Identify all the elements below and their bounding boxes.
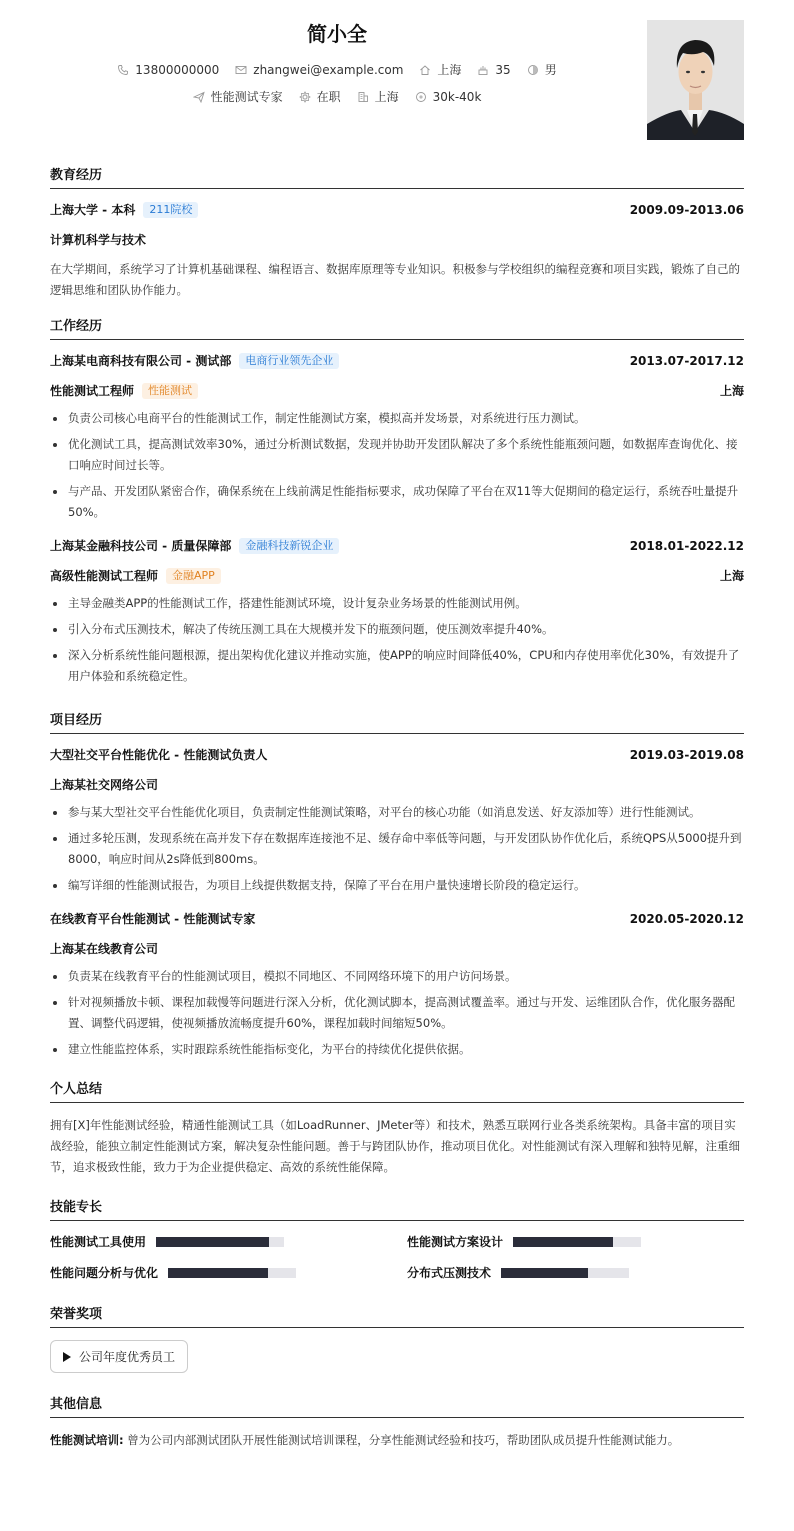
summary-section [50, 1078, 744, 1178]
education-description: 在大学期间，系统学习了计算机基础课程、编程语言、数据库原理等专业知识。积极参与学校组织的编程竞赛和项目实践，锻炼了自己的逻辑思维和团队协作能力。 [50, 262, 740, 297]
school-name: 上海大学 - 本科 [50, 203, 136, 217]
project-header [50, 746, 744, 764]
status-item [299, 88, 341, 105]
job-intent-row [50, 88, 624, 105]
age-text: 35 [495, 62, 511, 77]
work-role-row [50, 567, 744, 585]
other-description: 曾为公司内部测试团队开展性能测试培训课程，分享性能测试经验和技巧，帮助团队成员提升性能测试能力。 [127, 1433, 680, 1447]
projects-title: 项目经历 [50, 709, 744, 734]
email-item [235, 63, 403, 77]
project-bullets [50, 802, 744, 896]
school-tag: 211院校 [143, 202, 198, 218]
cake-icon [477, 64, 489, 76]
skill-level-fill [168, 1268, 268, 1278]
candidate-name: 简小全 [307, 22, 367, 46]
phone-item [117, 63, 219, 77]
salary-item [415, 90, 482, 104]
company-tag: 电商行业领先企业 [239, 353, 339, 369]
list-item: 通过多轮压测，发现系统在高并发下存在数据库连接池不足、缓存命中率低等问题，与开发团队协作优化后，系统QPS从5000提升到8000，响应时间从2s降低到800ms。 [50, 828, 744, 870]
status-text: 在职 [316, 90, 341, 104]
list-item: 负责某在线教育平台的性能测试项目，模拟不同地区、不同网络环境下的用户访问场景。 [50, 966, 744, 987]
position-item [193, 88, 283, 105]
work-city: 上海 [719, 569, 744, 583]
list-item: 与产品、开发团队紧密合作，确保系统在上线前满足性能指标要求，成功保障了平台在双11等大促期间的稳定运行，系统吞吐量提升50%。 [50, 481, 744, 523]
list-item: 优化测试工具，提高测试效率30%，通过分析测试数据，发现并协助开发团队解决了多个系统性能瓶颈问题，如数据库查询优化、接口响应时间过长等。 [50, 434, 744, 476]
skill-item [407, 1264, 744, 1281]
company-name: 上海某电商科技有限公司 - 测试部 [50, 354, 232, 368]
list-item: 针对视频播放卡顿、课程加载慢等问题进行深入分析，优化测试脚本，提高测试覆盖率。通过与开发、运维团队合作，优化服务器配置、调整代码逻辑，使视频播放流畅度提升60%，课程加载时间缩短50%。 [50, 992, 744, 1034]
building-icon [357, 91, 369, 103]
phone-text: 13800000000 [135, 62, 220, 77]
skill-level-bar [501, 1268, 629, 1278]
salary-text: 30k-40k [432, 89, 482, 104]
location-item [419, 61, 461, 78]
list-item: 参与某大型社交平台性能优化项目，负责制定性能测试策略，对平台的核心功能（如消息发送、好友添加等）进行性能测试。 [50, 802, 744, 823]
role-name: 性能测试工程师 [50, 384, 135, 398]
skill-name: 性能问题分析与优化 [50, 1266, 159, 1280]
other-section [50, 1393, 744, 1450]
other-text [50, 1430, 744, 1450]
profile-photo [647, 20, 744, 140]
contact-row [50, 61, 624, 78]
play-icon [63, 1352, 71, 1362]
coin-icon [415, 91, 427, 103]
gender-item [527, 61, 557, 78]
work-period: 2018.01-2022.12 [629, 539, 744, 553]
work-company-row [50, 537, 744, 555]
send-icon [193, 91, 205, 103]
project-bullets [50, 966, 744, 1060]
phone-icon [117, 64, 129, 76]
education-title: 教育经历 [50, 164, 744, 189]
role-tag: 性能测试 [142, 383, 198, 399]
work-title: 工作经历 [50, 315, 744, 340]
position-text: 性能测试专家 [210, 90, 283, 104]
project-period: 2020.05-2020.12 [629, 912, 744, 926]
other-label: 性能测试培训: [50, 1433, 124, 1447]
project-org: 上海某在线教育公司 [50, 942, 159, 956]
skill-name: 性能测试工具使用 [50, 1235, 147, 1249]
honors-title: 荣誉奖项 [50, 1303, 744, 1328]
location-text: 上海 [437, 63, 462, 77]
work-section [50, 315, 744, 687]
project-header [50, 910, 744, 928]
work-period: 2013.07-2017.12 [629, 354, 744, 368]
project-org: 上海某社交网络公司 [50, 778, 159, 792]
work-company-row [50, 352, 744, 370]
work-bullets [50, 408, 744, 523]
honor-text: 公司年度优秀员工 [79, 1350, 176, 1364]
target-city-text: 上海 [374, 90, 399, 104]
company-name: 上海某金融科技公司 - 质量保障部 [50, 539, 232, 553]
role-name: 高级性能测试工程师 [50, 569, 159, 583]
project-name: 大型社交平台性能优化 - 性能测试负责人 [50, 748, 268, 762]
resume-header [50, 0, 744, 150]
other-title: 其他信息 [50, 1393, 744, 1418]
target-city-item [357, 88, 399, 105]
honors-section [50, 1303, 744, 1373]
major-name: 计算机科学与技术 [50, 233, 147, 247]
list-item: 负责公司核心电商平台的性能测试工作，制定性能测试方案，模拟高并发场景，对系统进行压力测试。 [50, 408, 744, 429]
role-tag: 金融APP [166, 568, 221, 584]
work-city: 上海 [719, 384, 744, 398]
skill-level-bar [513, 1237, 641, 1247]
skill-item [407, 1233, 744, 1250]
skill-level-fill [513, 1237, 613, 1247]
skill-name: 分布式压测技术 [407, 1266, 492, 1280]
skills-title: 技能专长 [50, 1196, 744, 1221]
work-bullets [50, 593, 744, 687]
list-item: 深入分析系统性能问题根源，提出架构优化建议并推动实施，使APP的响应时间降低40%，CPU和内存使用率优化30%，有效提升了用户体验和系统稳定性。 [50, 645, 744, 687]
list-item: 引入分布式压测技术，解决了传统压测工具在大规模并发下的瓶颈问题，使压测效率提升40%。 [50, 619, 744, 640]
list-item: 建立性能监控体系，实时跟踪系统性能指标变化，为平台的持续优化提供依据。 [50, 1039, 744, 1060]
skills-grid [50, 1233, 744, 1281]
skill-item [50, 1233, 387, 1250]
summary-title: 个人总结 [50, 1078, 744, 1103]
skill-level-bar [168, 1268, 296, 1278]
project-item [50, 910, 744, 1060]
mail-icon [235, 64, 247, 76]
education-header [50, 201, 744, 219]
education-period: 2009.09-2013.06 [629, 203, 744, 217]
list-item: 主导金融类APP的性能测试工作，搭建性能测试环境，设计复杂业务场景的性能测试用例。 [50, 593, 744, 614]
skill-level-fill [501, 1268, 588, 1278]
project-period: 2019.03-2019.08 [629, 748, 744, 762]
summary-text: 拥有[X]年性能测试经验，精通性能测试工具（如LoadRunner、JMeter等）和技术，熟悉互联网行业各类系统架构。具备丰富的项目实战经验，能独立制定性能测试方案，解决复杂性能问题。善于与跨团队协作，推动项目优化。对性能测试有深入理解和独特见解，注重细节，追求极致性能，致力于为企业提供稳定、高效的系统性能保障。 [50, 1118, 740, 1174]
work-item [50, 352, 744, 523]
skill-level-bar [156, 1237, 284, 1247]
honor-item[interactable] [50, 1340, 188, 1373]
education-section [50, 164, 744, 301]
home-icon [419, 64, 431, 76]
gender-icon [527, 64, 539, 76]
age-item [477, 63, 510, 77]
work-role-row [50, 382, 744, 400]
list-item: 编写详细的性能测试报告，为项目上线提供数据支持，保障了平台在用户量快速增长阶段的稳定运行。 [50, 875, 744, 896]
project-name: 在线教育平台性能测试 - 性能测试专家 [50, 912, 256, 926]
skill-level-fill [156, 1237, 269, 1247]
skills-section [50, 1196, 744, 1281]
skill-item [50, 1264, 387, 1281]
skill-name: 性能测试方案设计 [407, 1235, 504, 1249]
projects-section [50, 709, 744, 1060]
settings-icon [299, 91, 311, 103]
work-item [50, 537, 744, 687]
project-item [50, 746, 744, 896]
company-tag: 金融科技新锐企业 [239, 538, 339, 554]
gender-text: 男 [544, 63, 557, 77]
email-text: zhangwei@example.com [253, 62, 404, 77]
